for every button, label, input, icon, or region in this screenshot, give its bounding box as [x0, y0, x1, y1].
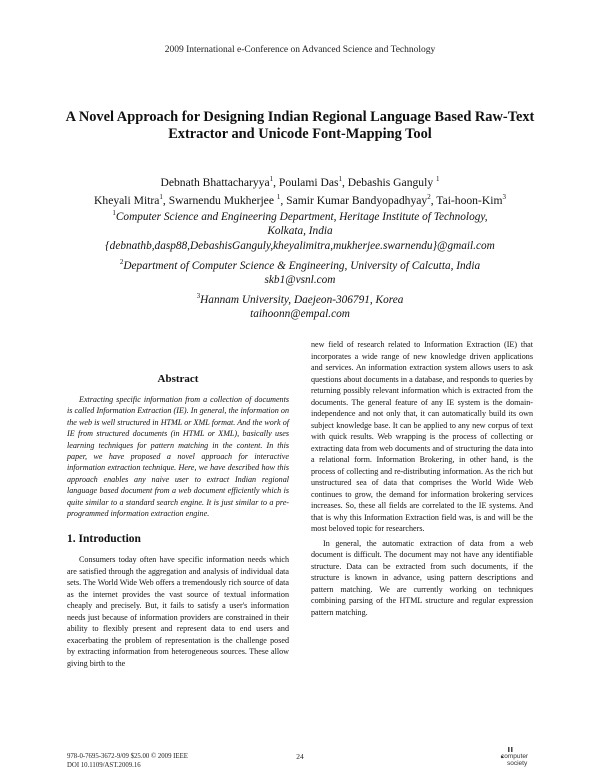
right-column-paragraph-1: new field of research related to Information Extraction (IE) that incorporates a wide range of new knowledge driven applications and services. An information extraction system allows users to ask questions about documents in a database, and responds to queries by returning possibly relevant information which is extracted from the documents. The general feature of any IE system is the domain-independence and not only that, it can automatically build its own subject knowledge base. It can be applied to any new corpus of text with quick results. Web wrapping is the process of collecting or extracting data from web documents and of structuring the data into a relational form. Information Brokering, in other hand, is the process of collecting and re-distributing information. As the rich but unstructured sea of data that comprises the World Wide Web continues to grow, the demand for information brokering services increases. So, these all fields are correlated to the IE systems. And that is why this Information Extraction field was, is and will be the most beloved topic for researchers. [311, 340, 533, 533]
page-number: 24 [296, 752, 304, 761]
introduction-paragraph: Consumers today often have specific information needs which are satisfied through the aggregation and analysis of individual data sets. The World Wide Web offers a tremendously rich source of data as the internet provides the vast source of textual information cheaply and precisely. But, it fails to satisfy a user's information needs just because of information providers are constrained in their ability to flexibly present and represent data to end users and exacerbating the problem of representation is the challenge posed by extracting information from heterogeneous sources. These allow giving birth to the [67, 555, 289, 668]
affiliation-sup: 3 [196, 292, 201, 300]
right-column-paragraph-2: In general, the automatic extraction of data from a web document is difficult. The document may not have any identifiable structure. Data can be extracted from such documents, if the structure is known in advance, using pattern descriptions and pattern matching. We are currently working on techniques combining parsing of the HTML structure and regular expression pattern matching. [311, 538, 533, 617]
abstract-text: Extracting specific information from a collection of documents is called Information Extraction (IE). In general, the information on the web is well structured in HTML or XML format. And the work of IE from structured documents (in HTML or XML), basically uses learning techniques for pattern matching in the content. In this paper, we have proposed a novel approach for interactive information extraction technique. Here, we have described how this approach enables any naive user to extract Indian regional language based document from a web document efficiently which is quite similar to a standard search engine. It is just similar to a pre-programmed information extraction engine. [67, 395, 289, 519]
right-column [311, 339, 533, 618]
title-line-2: Extractor and Unicode Font-Mapping Tool [168, 126, 432, 142]
affiliation-1-line-2: Kolkata, India [267, 225, 333, 238]
author-sup: 1 [159, 192, 163, 201]
affiliation-2-line-1: $^2$Department of Computer Science & Engineering, University of Calcutta, India [119, 258, 481, 272]
affiliation-sup: 1 [112, 209, 116, 217]
abstract-heading: Abstract [157, 373, 199, 385]
author-name: Swarnendu Mukherjee [168, 193, 274, 207]
author-name: Kheyali Mitra [94, 193, 160, 207]
affiliation-1-line-1: $^1$Computer Science and Engineering Department, Heritage Institute of Technology, [112, 209, 488, 223]
author-sup: 1 [436, 175, 440, 183]
title-line-1: A Novel Approach for Designing Indian Regional Language Based Raw-Text [65, 109, 535, 125]
footer-isbn: 978-0-7695-3672-9/09 $25.00 © 2009 IEEE [67, 753, 188, 760]
affiliation-sup: 2 [119, 258, 124, 266]
author-name: Debnath Bhattacharyya [160, 175, 270, 189]
affiliation-1 [40, 206, 560, 253]
footer-doi: DOI 10.1109/AST.2009.16 [67, 762, 141, 769]
author-line-1: Debnath Bhattacharyya$^1$, Poulami Das$^1$, Debashis Ganguly $^1$ [160, 175, 440, 189]
author-sup: 1 [338, 175, 342, 183]
author-sup: 2 [427, 192, 431, 201]
author-name: Tai-hoon-Kim [436, 193, 503, 207]
author-name: Poulami Das [278, 175, 339, 189]
computer-society-logo [493, 746, 537, 768]
introduction-heading: 1. Introduction [67, 533, 141, 546]
affiliation-3-line-1: $^3$Hannam University, Daejeon-306791, Korea [196, 292, 404, 306]
author-name: Debashis Ganguly [347, 175, 434, 189]
affiliation-3 [40, 289, 560, 322]
left-column [67, 373, 289, 669]
logo-text-computer: computer [501, 753, 529, 760]
affiliation-2-email: skb1@vsnl.com [264, 274, 336, 287]
author-name: Samir Kumar Bandyopadhyay [286, 193, 428, 207]
affiliation-3-email: taihoonn@empal.com [250, 308, 350, 321]
footer-copyright [67, 752, 188, 770]
logo-text-society: society [507, 760, 528, 767]
author-sup: 3 [502, 192, 506, 201]
conference-header: 2009 International e-Conference on Advanced Science and Technology [164, 45, 436, 55]
author-line-2: Kheyali Mitra$^1$, Swarnendu Mukherjee $^1$, Samir Kumar Bandyopadhyay$^2$, Tai-hoon-Kim$^3$ [94, 192, 506, 207]
affiliation-2 [40, 255, 560, 288]
author-list [40, 172, 560, 208]
author-sup: 1 [269, 175, 274, 183]
affiliation-1-emails: {debnathb,dasp88,DebashisGanguly,kheyalimitra,mukherjee.swarnendu}@gmail.com [105, 239, 495, 252]
author-sup: 1 [276, 192, 281, 201]
paper-title [60, 109, 540, 143]
